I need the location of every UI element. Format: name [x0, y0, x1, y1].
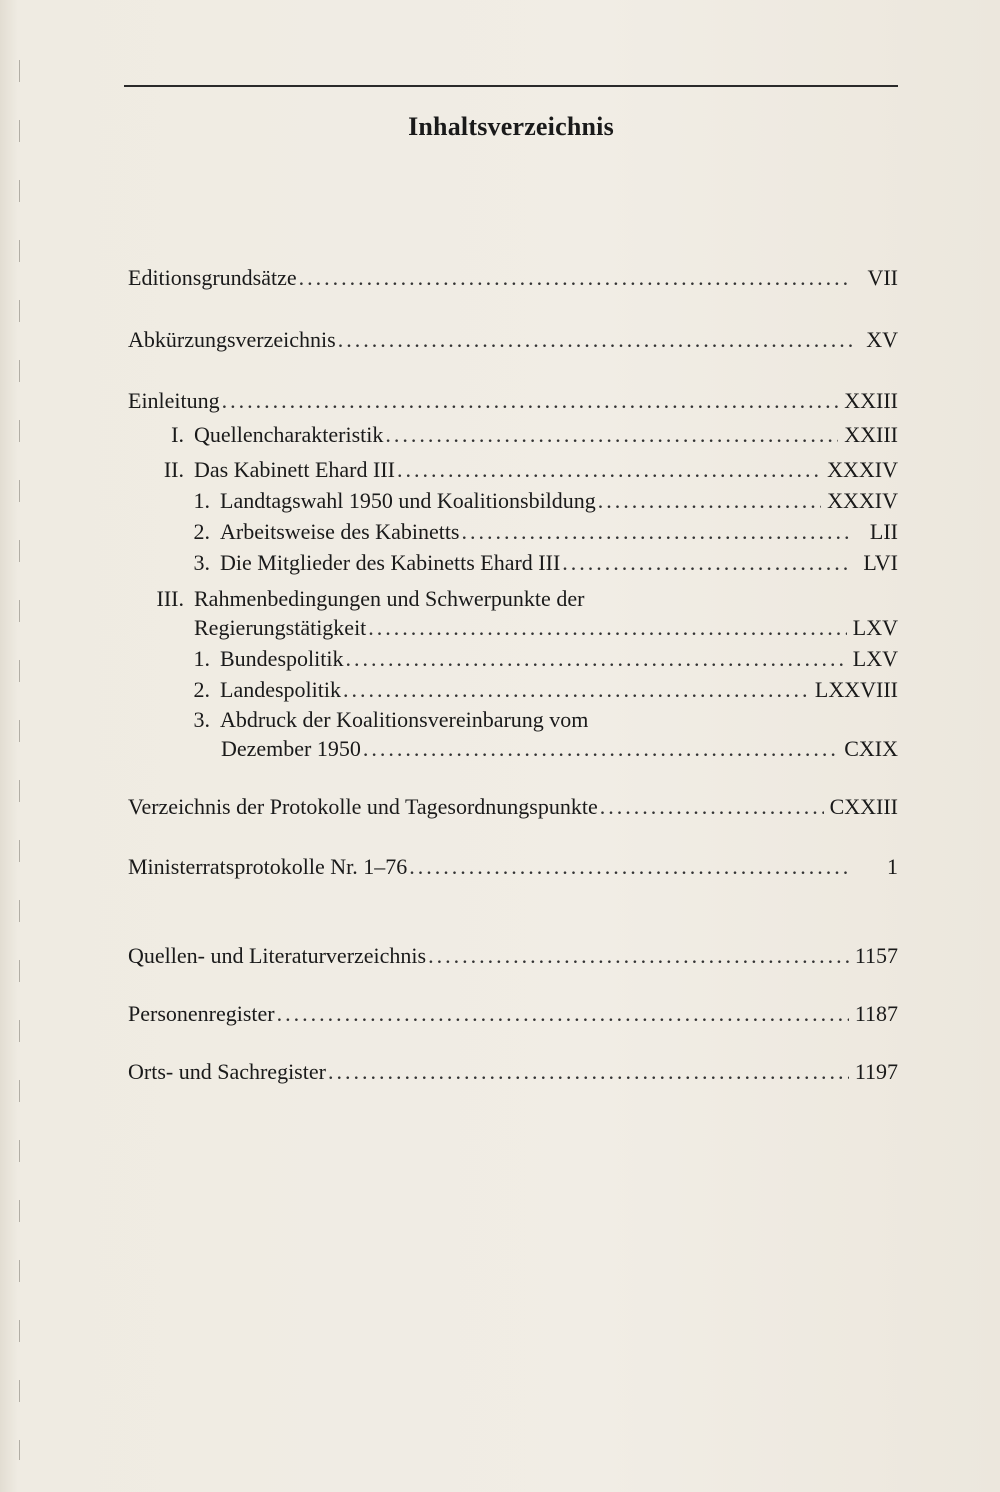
section-number: I. — [171, 422, 184, 447]
subsection-number: 2. — [193, 519, 210, 544]
toc-label: Abkürzungsverzeichnis — [128, 327, 336, 352]
toc-entry-verzeichnis[interactable] — [128, 793, 898, 821]
subsection-number: 3. — [193, 707, 210, 732]
leader-dots — [328, 1058, 849, 1086]
leader-dots — [462, 518, 853, 546]
toc-page-number: LII — [869, 519, 898, 544]
toc-label: Regierungstätigkeit — [194, 615, 367, 640]
section-number: II. — [163, 457, 184, 482]
subsection-number: 2. — [193, 677, 210, 702]
toc-label: Landespolitik — [220, 677, 341, 702]
subsection-number: 3. — [193, 550, 210, 575]
toc-page-number: LXV — [852, 646, 898, 671]
toc-page-number: XXXIV — [827, 457, 898, 482]
toc-page-number: XV — [866, 327, 898, 352]
toc-label: Dezember 1950 — [221, 736, 361, 761]
header-rule — [124, 85, 898, 87]
toc-label: Ministerratsprotokolle Nr. 1–76 — [128, 854, 408, 879]
toc-label: Die Mitglieder des Kabinetts Ehard III — [220, 550, 561, 575]
page-title: Inhaltsverzeichnis — [408, 112, 614, 141]
leader-dots — [409, 853, 852, 881]
toc-page-number: 1187 — [854, 1001, 898, 1026]
toc-page-number: CXIX — [844, 736, 898, 761]
toc-entry-rahmen[interactable] — [194, 614, 898, 642]
toc-label: Personenregister — [128, 1001, 275, 1026]
subsection-number: 1. — [193, 646, 210, 671]
toc-entry-landtagswahl[interactable] — [188, 487, 898, 515]
leader-dots — [598, 487, 821, 515]
toc-page-number: XXIII — [844, 388, 898, 413]
subsection-number: 1. — [193, 488, 210, 513]
leader-dots — [562, 549, 852, 577]
toc-entry-ministerrat[interactable] — [128, 853, 898, 881]
toc-label: Einleitung — [128, 388, 220, 413]
toc-page-number: 1197 — [854, 1059, 898, 1084]
toc-entry-orts[interactable] — [128, 1058, 898, 1086]
toc-entry-rahmen-line1[interactable] — [128, 585, 584, 613]
toc-entry-abkuerzungsverzeichnis[interactable] — [128, 326, 898, 354]
toc-page-number: 1 — [887, 854, 898, 879]
toc-entry-landespolitik[interactable] — [188, 676, 898, 704]
leader-dots — [368, 614, 846, 642]
toc-entry-einleitung[interactable] — [128, 387, 898, 415]
toc-label: Rahmenbedingungen und Schwerpunkte der — [194, 586, 585, 611]
toc-page-number: XXIII — [844, 422, 898, 447]
toc-entry-personen[interactable] — [128, 1000, 898, 1028]
leader-dots — [343, 676, 809, 704]
leader-dots — [385, 421, 838, 449]
toc-entry-quellencharakteristik[interactable] — [128, 421, 898, 449]
toc-page-number: LXXVIII — [814, 677, 898, 702]
leader-dots — [397, 456, 821, 484]
toc-label: Arbeitsweise des Kabinetts — [220, 519, 460, 544]
toc-entry-bundespolitik[interactable] — [188, 645, 898, 673]
leader-dots — [428, 942, 849, 970]
toc-label: Orts- und Sachregister — [128, 1059, 326, 1084]
toc-entry-arbeitsweise[interactable] — [188, 518, 898, 546]
leader-dots — [363, 735, 838, 763]
toc-page-number: XXXIV — [827, 488, 898, 513]
leader-dots — [338, 326, 852, 354]
toc-page-number: LXV — [852, 615, 898, 640]
toc-page-number: LVI — [863, 550, 898, 575]
toc-label: Verzeichnis der Protokolle und Tagesordnungspunkte — [128, 794, 598, 819]
leader-dots — [299, 264, 852, 292]
leader-dots — [277, 1000, 849, 1028]
leader-dots — [222, 387, 839, 415]
toc-page-number: VII — [867, 265, 898, 290]
binding-edge — [19, 60, 20, 1460]
toc-entry-abdruck[interactable] — [221, 735, 898, 763]
leader-dots — [600, 793, 824, 821]
toc-label: Quellen- und Literaturverzeichnis — [128, 943, 427, 968]
toc-label: Abdruck der Koalitionsvereinbarung vom — [220, 707, 589, 732]
toc-label: Das Kabinett Ehard III — [194, 457, 395, 482]
toc-entry-mitglieder[interactable] — [188, 549, 898, 577]
leader-dots — [345, 645, 846, 673]
toc-page-number: CXXIII — [829, 794, 898, 819]
toc-entry-abdruck-line1[interactable] — [188, 706, 588, 734]
toc-page-number: 1157 — [854, 943, 898, 968]
toc-entry-editionsgrundsaetze[interactable] — [128, 264, 898, 292]
toc-label: Quellencharakteristik — [194, 422, 384, 447]
toc-label: Landtagswahl 1950 und Koalitionsbildung — [220, 488, 596, 513]
toc-entry-quellen[interactable] — [128, 942, 898, 970]
toc-entry-kabinett[interactable] — [128, 456, 898, 484]
section-number: III. — [156, 586, 184, 611]
toc-label: Bundespolitik — [220, 646, 344, 671]
toc-label: Editionsgrundsätze — [128, 265, 297, 290]
